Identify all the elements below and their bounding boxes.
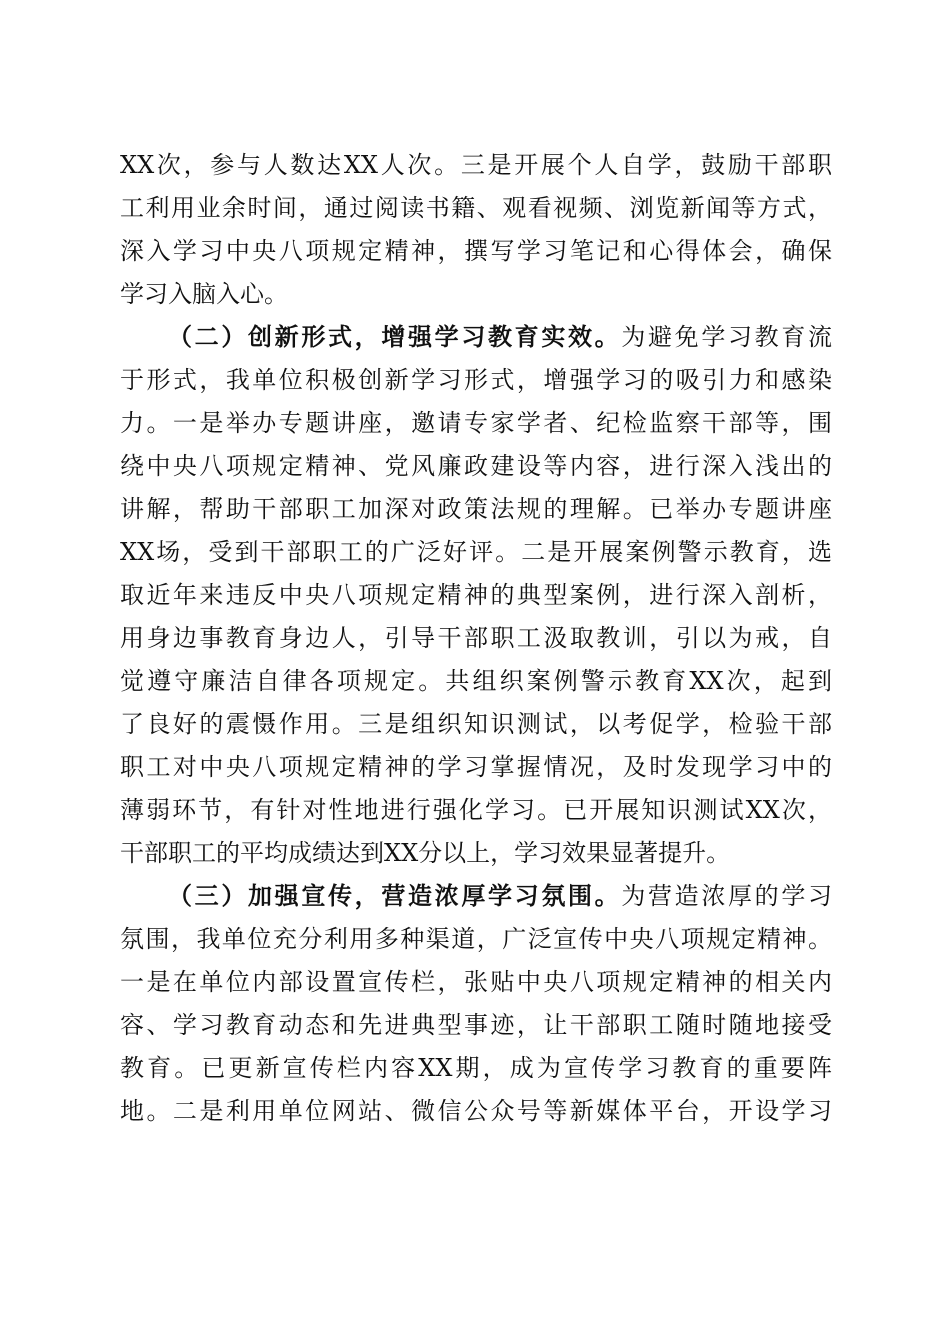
paragraph-line: 了良好的震慑作用。三是组织知识测试，以考促学，检验干部 <box>120 710 832 738</box>
paragraph-line: 地。二是利用单位网站、微信公众号等新媒体平台，开设学习 <box>120 1097 832 1125</box>
paragraph-line: 力。一是举办专题讲座，邀请专家学者、纪检监察干部等，围 <box>120 409 832 437</box>
section-heading: （三）加强宣传，营造浓厚学习氛围。 <box>168 881 622 910</box>
paragraph-line: 氛围，我单位充分利用多种渠道，广泛宣传中央八项规定精神。 <box>120 925 832 953</box>
paragraph-line: 深入学习中央八项规定精神，撰写学习笔记和心得体会，确保 <box>120 237 832 265</box>
paragraph-line: 绕中央八项规定精神、党风廉政建设等内容，进行深入浅出的 <box>120 452 832 480</box>
paragraph-line: 取近年来违反中央八项规定精神的典型案例，进行深入剖析， <box>120 581 832 609</box>
paragraph-line: 讲解，帮助干部职工加深对政策法规的理解。已举办专题讲座 <box>120 495 832 523</box>
paragraph-line: 职工对中央八项规定精神的学习掌握情况，及时发现学习中的 <box>120 753 832 781</box>
paragraph-text: 为避免学习教育流 <box>621 323 832 351</box>
paragraph-line: XX场，受到干部职工的广泛好评。二是开展案例警示教育，选 <box>120 538 832 566</box>
paragraph-line: 工利用业余时间，通过阅读书籍、观看视频、浏览新闻等方式， <box>120 194 832 222</box>
paragraph-line: 干部职工的平均成绩达到XX分以上，学习效果显著提升。 <box>120 839 731 867</box>
paragraph-line: 一是在单位内部设置宣传栏，张贴中央八项规定精神的相关内 <box>120 968 832 996</box>
section-heading-line <box>168 317 832 357</box>
paragraph-line: XX次，参与人数达XX人次。三是开展个人自学，鼓励干部职 <box>120 151 832 179</box>
paragraph-line: 容、学习教育动态和先进典型事迹，让干部职工随时随地接受 <box>120 1011 832 1039</box>
paragraph-line: 于形式，我单位积极创新学习形式，增强学习的吸引力和感染 <box>120 366 832 394</box>
paragraph-line: 用身边事教育身边人，引导干部职工汲取教训，引以为戒，自 <box>120 624 832 652</box>
paragraph-line: 觉遵守廉洁自律各项规定。共组织案例警示教育XX次，起到 <box>120 667 832 695</box>
section-heading-line <box>168 876 832 916</box>
paragraph-line: 薄弱环节，有针对性地进行强化学习。已开展知识测试XX次， <box>120 796 832 824</box>
paragraph-text: 为营造浓厚的学习 <box>621 882 832 910</box>
section-heading: （二）创新形式，增强学习教育实效。 <box>168 322 622 351</box>
paragraph-line: 教育。已更新宣传栏内容XX期，成为宣传学习教育的重要阵 <box>120 1054 832 1082</box>
paragraph-line: 学习入脑入心。 <box>120 280 288 308</box>
